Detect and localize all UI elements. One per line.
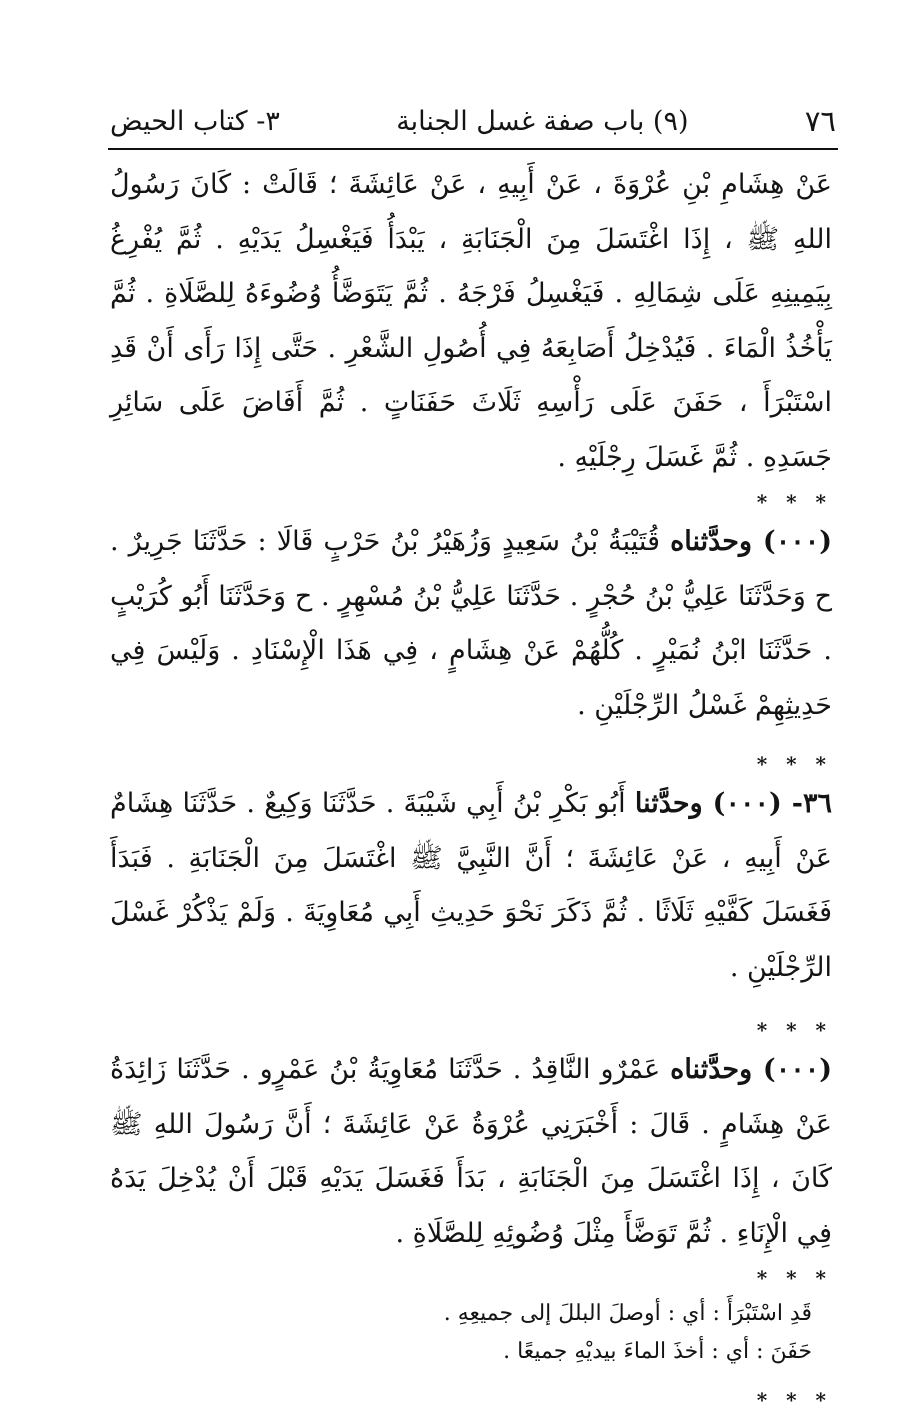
separator-stars-5: * * * <box>756 1388 832 1412</box>
separator-stars-2: * * * <box>756 752 832 776</box>
hadith-paragraph-1: عَنْ هِشَامِ بْنِ عُرْوَةَ ، عَنْ أَبِيهِ ، عَنْ عَائِشَةَ ؛ قَالَتْ : كَانَ رَسُولُ اللهِ ﷺ ، إِذَا اغْتَسَلَ مِنَ الْجَنَابَةِ ، يَبْدَأُ فَيَغْسِلُ يَدَيْهِ . ثُمَّ يُفْرِغُ بِيَمِينِهِ عَلَى شِمَالِهِ . فَيَغْسِلُ فَرْجَهُ . ثُمَّ يَتَوَضَّأُ وُضُوءَهُ لِلصَّلَاةِ . ثُمَّ يَأْخُذُ الْمَاءَ . فَيُدْخِلُ أَصَابِعَهُ فِي أُصُولِ الشَّعْرِ . حَتَّى إِذَا رَأَى أَنْ قَدِ اسْتَبْرَأَ ، حَفَنَ عَلَى رَأْسِهِ ثَلَاثَ حَفَنَاتٍ . ثُمَّ أَفَاضَ عَلَى سَائِرِ جَسَدِهِ . ثُمَّ غَسَلَ رِجْلَيْهِ . <box>110 169 832 473</box>
hadith-text-2: قُتَيْبَةُ بْنُ سَعِيدٍ وَزُهَيْرُ بْنُ حَرْبٍ قَالَا : حَدَّثَنَا جَرِيرٌ . ح وَحَدَّثَنَا عَلِيُّ بْنُ حُجْرٍ . حَدَّثَنَا عَلِيُّ بْنُ مُسْهِرٍ . ح وَحَدَّثَنَا أَبُو كُرَيْبٍ . حَدَّثَنَا ابْنُ نُمَيْرٍ . كُلُّهُمْ عَنْ هِشَامٍ ، فِي هَذَا الْإِسْنَادِ . وَلَيْسَ فِي حَدِيثِهِمْ غَسْلُ الرِّجْلَيْنِ . <box>110 526 832 721</box>
footnotes <box>110 1295 832 1371</box>
hadith-text-4: عَمْرٌو النَّاقِدُ . حَدَّثَنَا مُعَاوِيَةُ بْنُ عَمْرٍو . حَدَّثَنَا زَائِدَةُ عَنْ هِشَامٍ . قَالَ : أَخْبَرَنِي عُرْوَةُ عَنْ عَائِشَةَ ؛ أَنَّ رَسُولَ اللهِ ﷺ كَانَ ، إِذَا اغْتَسَلَ مِنَ الْجَنَابَةِ ، بَدَأَ فَغَسَلَ يَدَيْهِ قَبْلَ أَنْ يُدْخِلَ يَدَهُ فِي الْإِنَاءِ . ثُمَّ تَوَضَّأَ مِثْلَ وُضُوئِهِ لِلصَّلَاةِ . <box>110 1054 832 1249</box>
page-body <box>110 158 832 1413</box>
book-title: ٣- كتاب الحيض <box>110 105 280 137</box>
separator-stars-3: * * * <box>756 1018 832 1042</box>
footnote-2: حَفَنَ : أي : أخذَ الماءَ بيديْهِ جميعًا . <box>503 1339 812 1364</box>
running-header <box>110 98 836 144</box>
hadith-paragraph-3 <box>110 777 832 995</box>
section-title: (٩) باب صفة غسل الجنابة <box>396 105 689 137</box>
hadith-text-3: أَبُو بَكْرِ بْنُ أَبِي شَيْبَةَ . حَدَّثَنَا وَكِيعٌ . حَدَّثَنَا هِشَامٌ عَنْ أَبِيهِ ، عَنْ عَائِشَةَ ؛ أَنَّ النَّبِيَّ ﷺ اغْتَسَلَ مِنَ الْجَنَابَةِ . فَبَدَأَ فَغَسَلَ كَفَّيْهِ ثَلَاثًا . ثُمَّ ذَكَرَ نَحْوَ حَدِيثِ أَبِي مُعَاوِيَةَ . وَلَمْ يَذْكُرْ غَسْلَ الرِّجْلَيْنِ . <box>110 788 832 983</box>
hadith-number-2: (٠٠٠) وحدَّثناه <box>670 526 832 557</box>
hadith-paragraph-2 <box>110 515 832 733</box>
separator-stars-1: * * * <box>756 490 832 514</box>
page-number: ٧٦ <box>804 104 836 138</box>
hadith-number-3: ٣٦- (٠٠٠) وحدَّثنا <box>634 788 832 819</box>
hadith-paragraph-4 <box>110 1043 832 1261</box>
separator-stars-4: * * * <box>756 1266 832 1290</box>
footnote-1: قَدِ اسْتَبْرَأَ : أي : أوصلَ البللَ إلى جميعِهِ . <box>443 1301 812 1326</box>
hadith-number-4: (٠٠٠) وحدَّثناه <box>670 1054 832 1085</box>
header-rule <box>108 148 838 150</box>
